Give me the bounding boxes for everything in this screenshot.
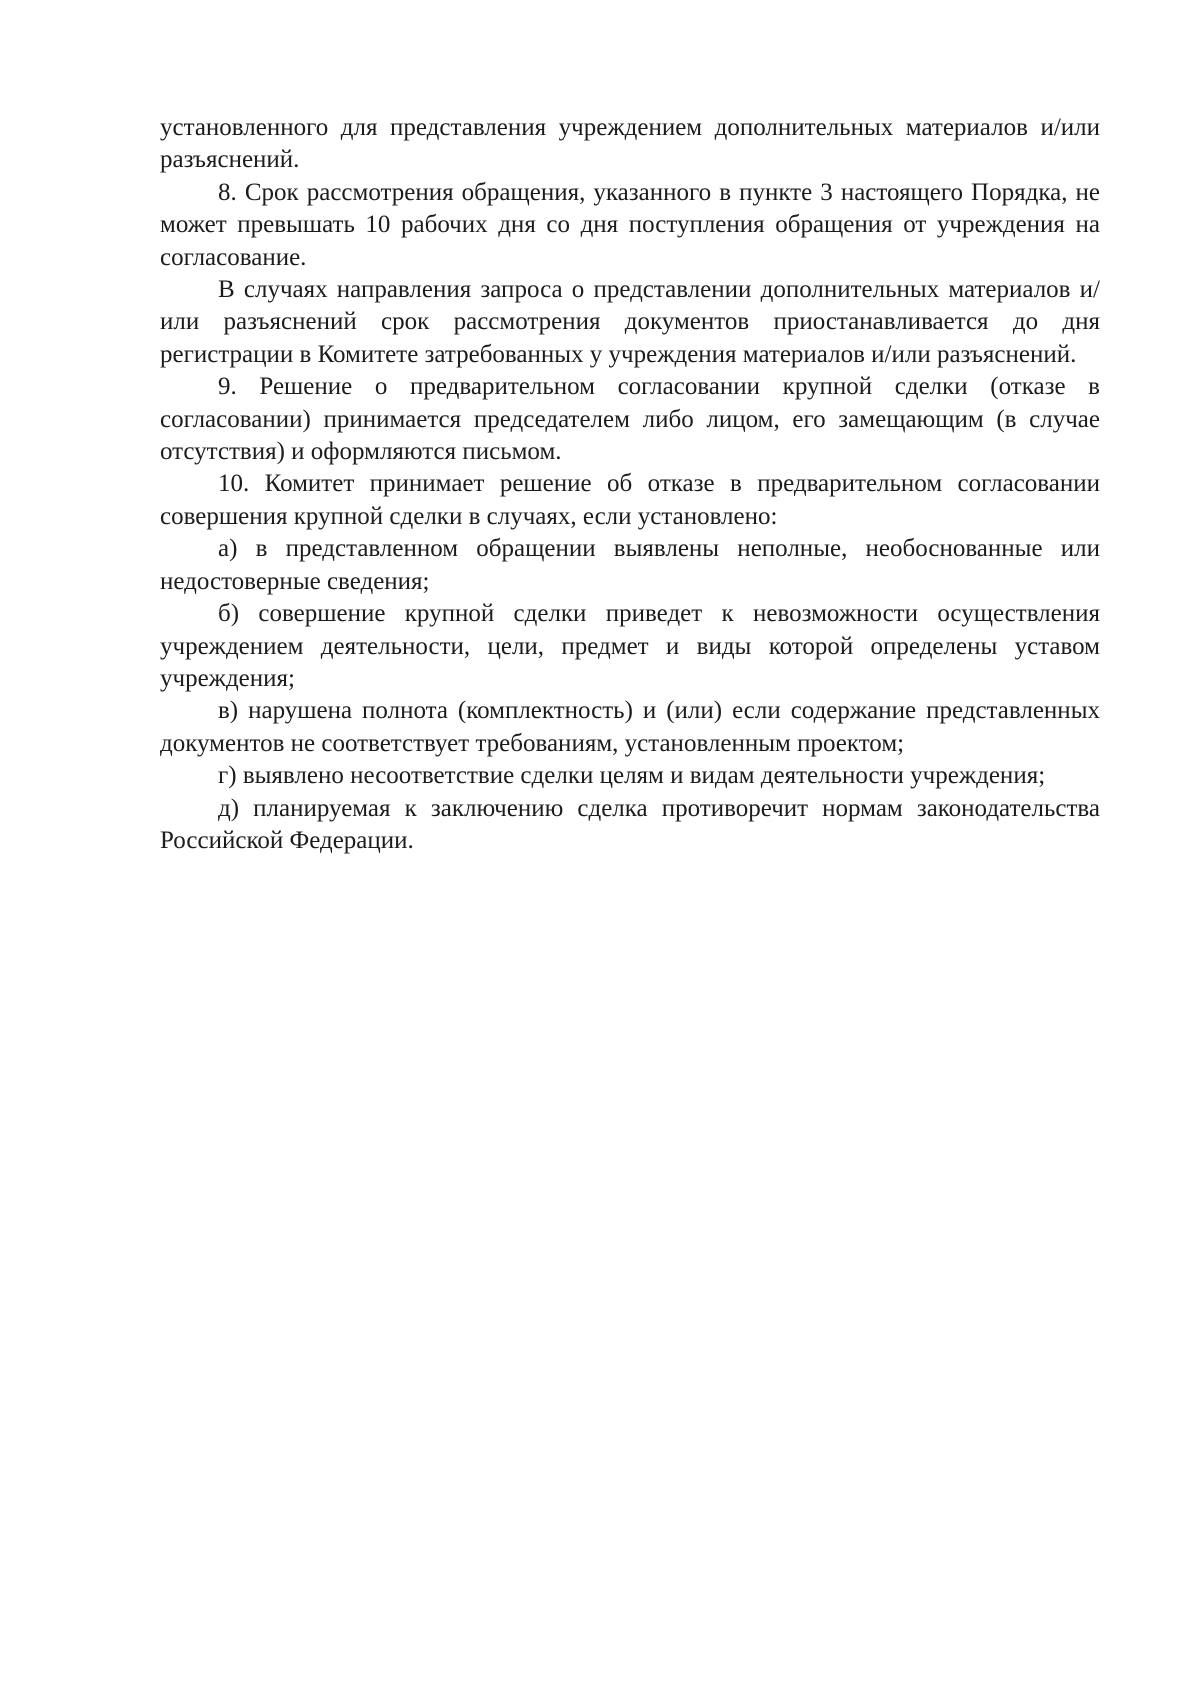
paragraph-subitem-g: г) выявлено несоответствие сделки целям и видам деятельности учреждения; bbox=[218, 762, 1046, 790]
paragraph-subitem-d: д) планируемая к заключению сделка противоречит нормам законодательства Российской Федерации. bbox=[160, 794, 1100, 854]
paragraph-subitem-b: б) совершение крупной сделки приведет к невозможности осуществления учреждением деятельности, цели, предмет и виды которой определены уставом учреждения; bbox=[160, 600, 1100, 692]
paragraph-item-9: 9. Решение о предварительном согласовании крупной сделки (отказе в согласовании) принимается председателем либо лицом, его замещающим (в случае отсутствия) и оформляются письмом. bbox=[160, 373, 1100, 466]
paragraph-continuation: установленного для представления учреждением дополнительных материалов и/или разъяснений. bbox=[160, 114, 1100, 174]
paragraph-subitem-a: а) в представленном обращении выявлены неполные, необоснованные или недостоверные сведения; bbox=[160, 535, 1100, 595]
paragraph-item-8: 8. Срок рассмотрения обращения, указанного в пункте 3 настоящего Порядка, не может превышать 10 рабочих дня со дня поступления обращения от учреждения на согласование. bbox=[160, 178, 1100, 271]
document-body bbox=[160, 112, 1100, 857]
paragraph-subitem-v: в) нарушена полнота (комплектность) и (или) если содержание представленных документов не соответствует требованиям, установленным проектом; bbox=[160, 697, 1100, 757]
paragraph-request-suspension: В случаях направления запроса о представлении дополнительных материалов и/или разъяснений срок рассмотрения документов приостанавливается до дня регистрации в Комитете затребованных у учреждения материалов и/или разъяснений. bbox=[160, 276, 1100, 368]
paragraph-item-10: 10. Комитет принимает решение об отказе в предварительном согласовании совершения крупной сделки в случаях, если установлено: bbox=[160, 470, 1100, 530]
